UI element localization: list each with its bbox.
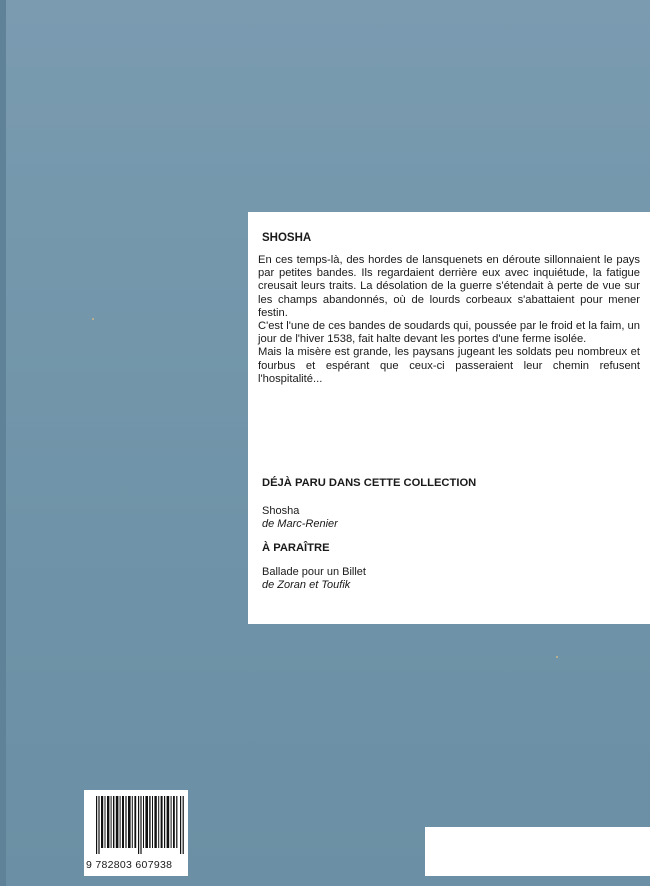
price-label-area <box>425 827 650 876</box>
book-title-heading: SHOSHA <box>262 232 312 244</box>
upcoming-heading: À PARAÎTRE <box>262 542 330 554</box>
barcode-icon <box>96 796 184 854</box>
synopsis-paragraph-2: C'est l'une de ces bandes de soudards qui, poussée par le froid et la faim, un jour de l'hiver 1538, fait halte devant les portes d'une ferme isolée. <box>258 320 640 346</box>
cover-spine-edge <box>0 0 6 886</box>
upcoming-book-title: Ballade pour un Billet <box>262 566 366 578</box>
synopsis-text <box>258 254 640 386</box>
paper-speck <box>92 318 94 320</box>
paper-speck <box>556 656 558 658</box>
barcode-number: 9 782803 607938 <box>86 859 173 871</box>
synopsis-paragraph-1: En ces temps-là, des hordes de lansquenets en déroute sillonnaient le pays par petites bandes. Ils regardaient derrière eux avec inquiétude, la fatigue creusait leurs traits. La désolation de la guerre s'étendait à perte de vue sur les champs abandonnés, où de lourds corbeaux s'abattaient pour mener festin. <box>258 254 640 319</box>
published-heading: DÉJÀ PARU DANS CETTE COLLECTION <box>262 477 477 489</box>
synopsis-paragraph-3: Mais la misère est grande, les paysans jugeant les soldats peu nombreux et fourbus et espérant que ceux-ci passeraient leur chemin refusent l'hospitalité... <box>258 346 640 385</box>
published-book-author: de Marc-Renier <box>262 518 338 530</box>
upcoming-book-author: de Zoran et Toufik <box>262 579 351 591</box>
published-book-title: Shosha <box>262 505 300 517</box>
